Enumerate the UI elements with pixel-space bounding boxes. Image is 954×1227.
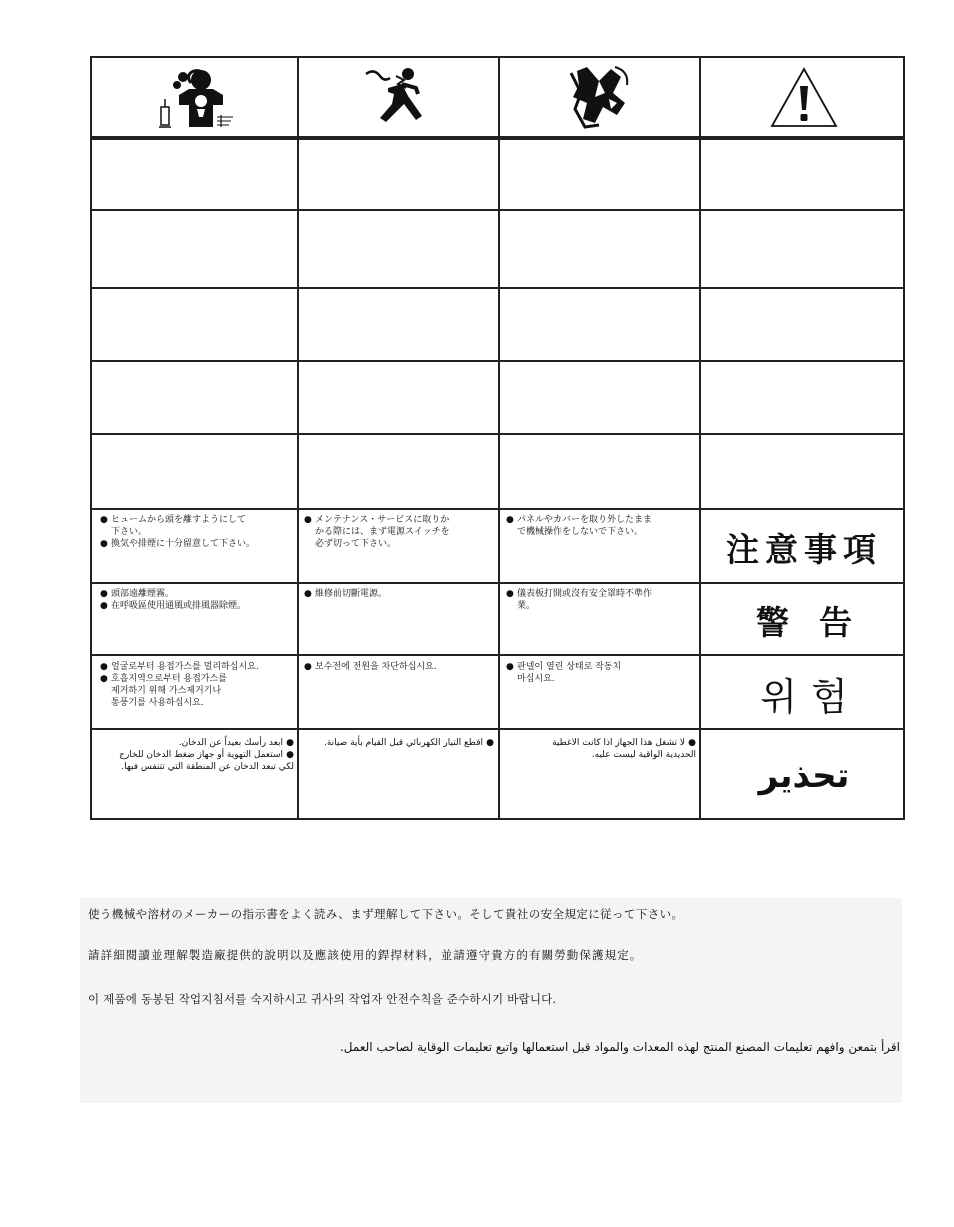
column-divider — [297, 58, 299, 818]
row-divider — [92, 360, 903, 362]
heading-caution-ja: 注意事項 — [726, 529, 882, 569]
zh-shock-warning — [304, 588, 496, 600]
list-item: ● 換気や排煙に十分留意して下さい。 — [100, 539, 256, 549]
electric-shock-icon — [298, 58, 498, 138]
note-zh: 請詳細閱讀並理解製造廠提供的說明以及應該使用的銲捍材料，並請遵守貴方的有關勞動保護規定。 — [88, 948, 643, 962]
list-item: ●ابعد رأسك بعيداً عن الدخان. — [178, 738, 294, 748]
moving-parts-hand-icon — [499, 58, 699, 138]
list-item: ●استعمل التهوية أو جهاز ضغط الدخان للخارج — [119, 750, 294, 760]
list-item-continuation: الحديدية الواقية ليست عليه. — [591, 750, 696, 760]
note-ko: 이 제품에 동봉된 작업지침서를 숙지하시고 귀사의 작업자 안전수칙을 준수하시기 바랍니다. — [88, 992, 557, 1006]
list-item: ● 판넬이 열린 상태로 작동치 — [506, 662, 622, 672]
ko-shock-warning — [304, 661, 496, 673]
list-item: ●اقطع التيار الكهربائي قبل القيام بأية صيانة. — [323, 738, 494, 748]
list-item: ● 호흡지역으로부터 용접가스를 — [100, 674, 227, 684]
jp-shock-warning — [304, 514, 496, 550]
list-item: ● パネルやカバーを取り外したまま — [506, 515, 653, 525]
ar-fume-warning — [98, 737, 294, 773]
list-item: ● 維修前切斷電源。 — [304, 589, 388, 599]
ar-shock-warning — [302, 737, 494, 749]
list-item-continuation: 下さい。 — [111, 527, 148, 537]
zh-fume-warning — [100, 588, 296, 612]
note-ja: 使う機械や溶材のメーカーの指示書をよく読み、まず理解して下さい。そして貴社の安全規定に従って下さい。 — [88, 907, 684, 921]
list-item: ● 儀表板打開或沒有安全罩時不準作 — [506, 589, 653, 599]
jp-fume-warning — [100, 514, 296, 550]
list-item: ● 在呼吸區使用通風或排風器除煙。 — [100, 601, 247, 611]
ko-fume-warning — [100, 661, 296, 709]
ar-moving-parts-warning — [506, 737, 696, 761]
jp-moving-parts-warning — [506, 514, 698, 538]
column-divider — [498, 58, 500, 818]
list-item: ● ヒュームから頭を離すようにして — [100, 515, 247, 525]
heading-danger-ko: 위험 — [760, 674, 862, 719]
list-item: ● 얼굴로부터 용접가스를 멀리하십시요. — [100, 662, 259, 672]
fume-hazard-icon — [92, 58, 297, 138]
heading-warning-ar: تحذير — [758, 756, 850, 796]
row-divider — [92, 209, 903, 211]
list-item-continuation: 業。 — [517, 601, 536, 611]
list-item: ● 보수전에 전원을 차단하십시요. — [304, 662, 437, 672]
zh-moving-parts-warning — [506, 588, 698, 612]
list-item-continuation: لكي تبعد الدخان عن المنطقة التي تتنفس فيها. — [121, 762, 294, 772]
list-item-continuation: 통풍기를 사용하십시요. — [111, 698, 204, 708]
list-item-continuation: 必ず切って下さい。 — [315, 539, 397, 549]
list-item-continuation: 마십시요. — [517, 674, 555, 684]
caution-triangle-icon — [700, 58, 907, 138]
list-item: ●لا تشغل هذا الجهاز اذا كانت الاغطية — [552, 738, 696, 748]
list-item-continuation: で機械操作をしないで下さい。 — [517, 527, 644, 537]
row-divider — [92, 287, 903, 289]
heading-warning-zh: 警告 — [756, 602, 882, 642]
list-item-continuation: 제거하기 위해 가스제거기나 — [111, 686, 222, 696]
ko-moving-parts-warning — [506, 661, 698, 685]
list-item: ● メンテナンス・サービスに取りか — [304, 515, 450, 525]
safety-warning-table — [90, 56, 905, 820]
list-item: ● 頭部遠離煙霧。 — [100, 589, 175, 599]
note-ar: اقرأ بتمعن وافهم تعليمات المصنع المنتج لهذه المعدات والمواد قبل استعمالها واتبع تعليمات الوقاية لصاحب العمل. — [339, 1040, 900, 1054]
row-divider — [92, 433, 903, 435]
list-item-continuation: かる際には、まず電源スイッチを — [315, 527, 450, 537]
